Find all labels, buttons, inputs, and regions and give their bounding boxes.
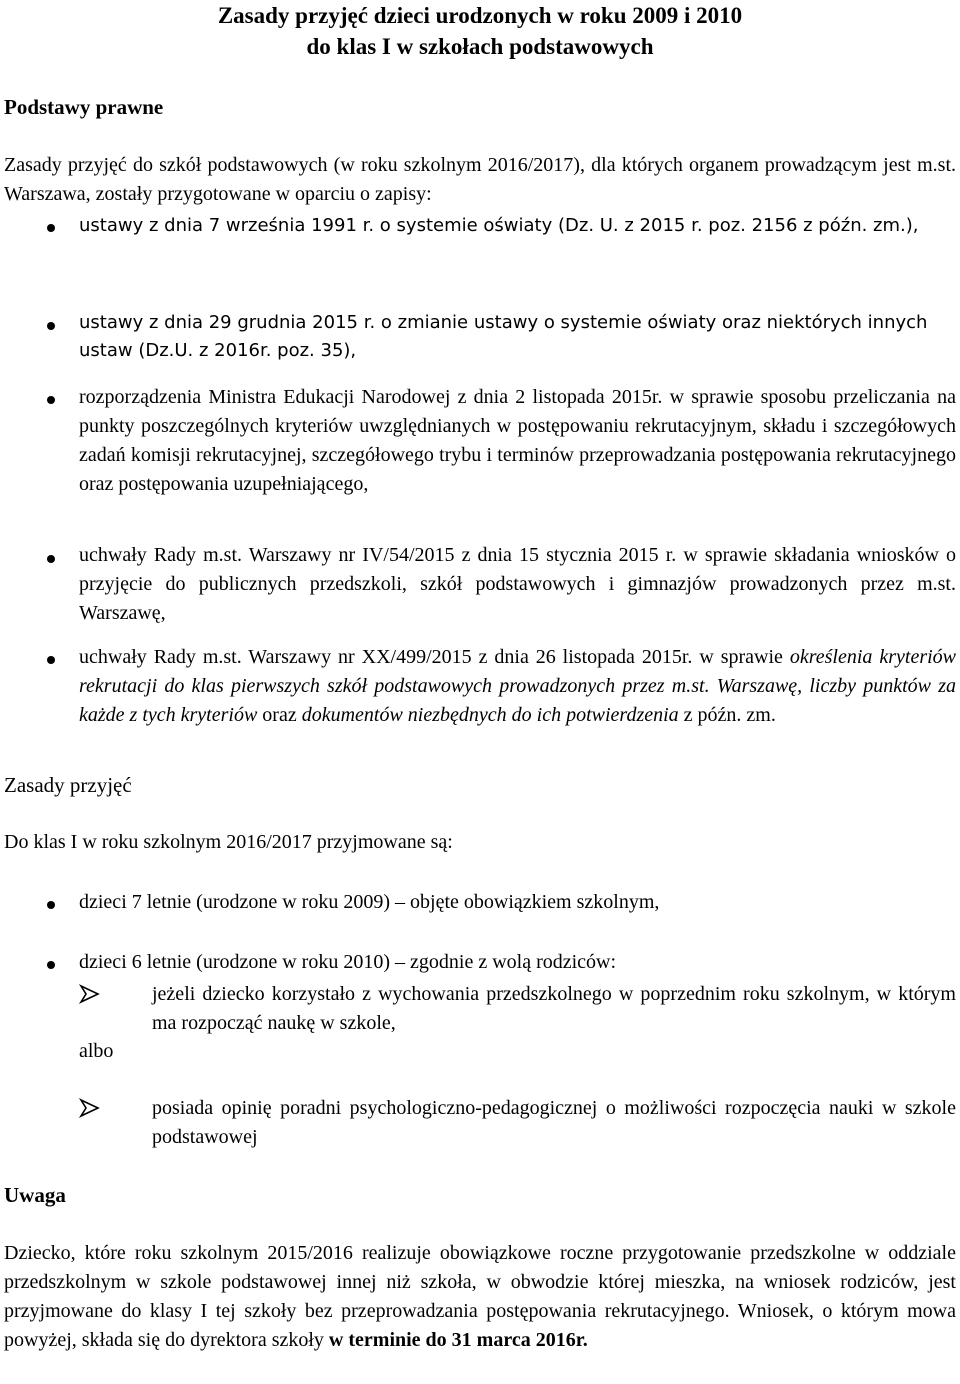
heading-admission-rules: Zasady przyjęć: [4, 773, 132, 797]
arrowhead-bullet-icon: [79, 1097, 101, 1119]
legal-item-5-mid: oraz: [257, 704, 302, 726]
bullet-icon: [47, 396, 55, 404]
bullet-icon: [47, 901, 55, 909]
intro-paragraph: Zasady przyjęć do szkół podstawowych (w roku szkolnym 2016/2017), dla których organem prowadzącym jest m.st. Warszawa, zostały przygotowane w oparciu o zapisy:: [4, 154, 956, 205]
heading-note: Uwaga: [4, 1183, 66, 1207]
heading-legal-basis: Podstawy prawne: [4, 95, 164, 119]
rule-7-year-olds: dzieci 7 letnie (urodzone w roku 2009) – objęte obowiązkiem szkolnym,: [79, 891, 660, 913]
or-label: albo: [79, 1040, 114, 1062]
legal-item-5-italic: określenia kryteriów rekrutacji do klas pierwszych szkół podstawowych prowadzonych przez m.st. Warszawę, liczby punktów za każde z tych kryteriów: [79, 646, 956, 726]
legal-item-2: ustawy z dnia 29 grudnia 2015 r. o zmianie ustawy o systemie oświaty oraz niektórych innych ustaw (Dz.U. z 2016r. poz. 35),: [79, 312, 928, 361]
legal-item-4: uchwały Rady m.st. Warszawy nr IV/54/2015 z dnia 15 stycznia 2015 r. w sprawie składania wniosków o przyjęcie do publicznych przedszkoli, szkół podstawowych i gimnazjów prowadzonych przez m.st. Warszawę,: [79, 544, 956, 624]
bullet-icon: [47, 656, 55, 664]
bullet-icon: [47, 555, 55, 563]
arrowhead-bullet-icon: [79, 983, 101, 1005]
legal-item-5: [79, 643, 956, 730]
title-line-2: do klas I w szkołach podstawowych: [306, 34, 654, 59]
legal-item-5-end: z późn. zm.: [678, 704, 776, 726]
legal-item-1: ustawy z dnia 7 września 1991 r. o systemie oświaty (Dz. U. z 2015 r. poz. 2156 z późn. zm.),: [79, 215, 919, 236]
legal-item-5-italic-2: dokumentów niezbędnych do ich potwierdzenia: [301, 704, 679, 726]
rules-intro: Do klas I w roku szkolnym 2016/2017 przyjmowane są:: [4, 831, 453, 853]
bullet-icon: [47, 224, 55, 232]
condition-opinion: posiada opinię poradni psychologiczno-pedagogicznej o możliwości rozpoczęcia nauki w szkole podstawowej: [152, 1097, 956, 1148]
condition-preschool: jeżeli dziecko korzystało z wychowania przedszkolnego w poprzednim roku szkolnym, w którym ma rozpocząć naukę w szkole,: [152, 983, 956, 1034]
rule-6-year-olds: dzieci 6 letnie (urodzone w roku 2010) – zgodnie z wolą rodziców:: [79, 951, 617, 973]
note-paragraph: [4, 1239, 956, 1355]
bullet-icon: [47, 322, 55, 330]
bullet-icon: [47, 961, 55, 969]
title-line-1: Zasady przyjęć dzieci urodzonych w roku 2009 i 2010: [217, 3, 743, 28]
note-deadline: w terminie do 31 marca 2016r.: [328, 1329, 588, 1351]
document-title: [115, 0, 845, 62]
note-text: Dziecko, które roku szkolnym 2015/2016 realizuje obowiązkowe roczne przygotowanie przedszkolne w oddziale przedszkolnym w szkole podstawowej innej niż szkoła, w obwodzie której mieszka, na wniosek rodziców, jest przyjmowane do klasy I tej szkoły bez przeprowadzania postępowania rekrutacyjnego. Wniosek, o którym mowa powyżej, składa się do dyrektora szkoły: [4, 1242, 956, 1351]
legal-item-3: rozporządzenia Ministra Edukacji Narodowej z dnia 2 listopada 2015r. w sprawie sposobu przeliczania na punkty poszczególnych kryteriów uwzględnianych w postępowaniu rekrutacyjnym, składu i szczegółowych zadań komisji rekrutacyjnej, szczegółowego trybu i terminów przeprowadzania postępowania rekrutacyjnego oraz postępowania uzupełniającego,: [79, 386, 956, 495]
legal-item-5-text: uchwały Rady m.st. Warszawy nr XX/499/2015 z dnia 26 listopada 2015r. w sprawie: [79, 646, 783, 668]
